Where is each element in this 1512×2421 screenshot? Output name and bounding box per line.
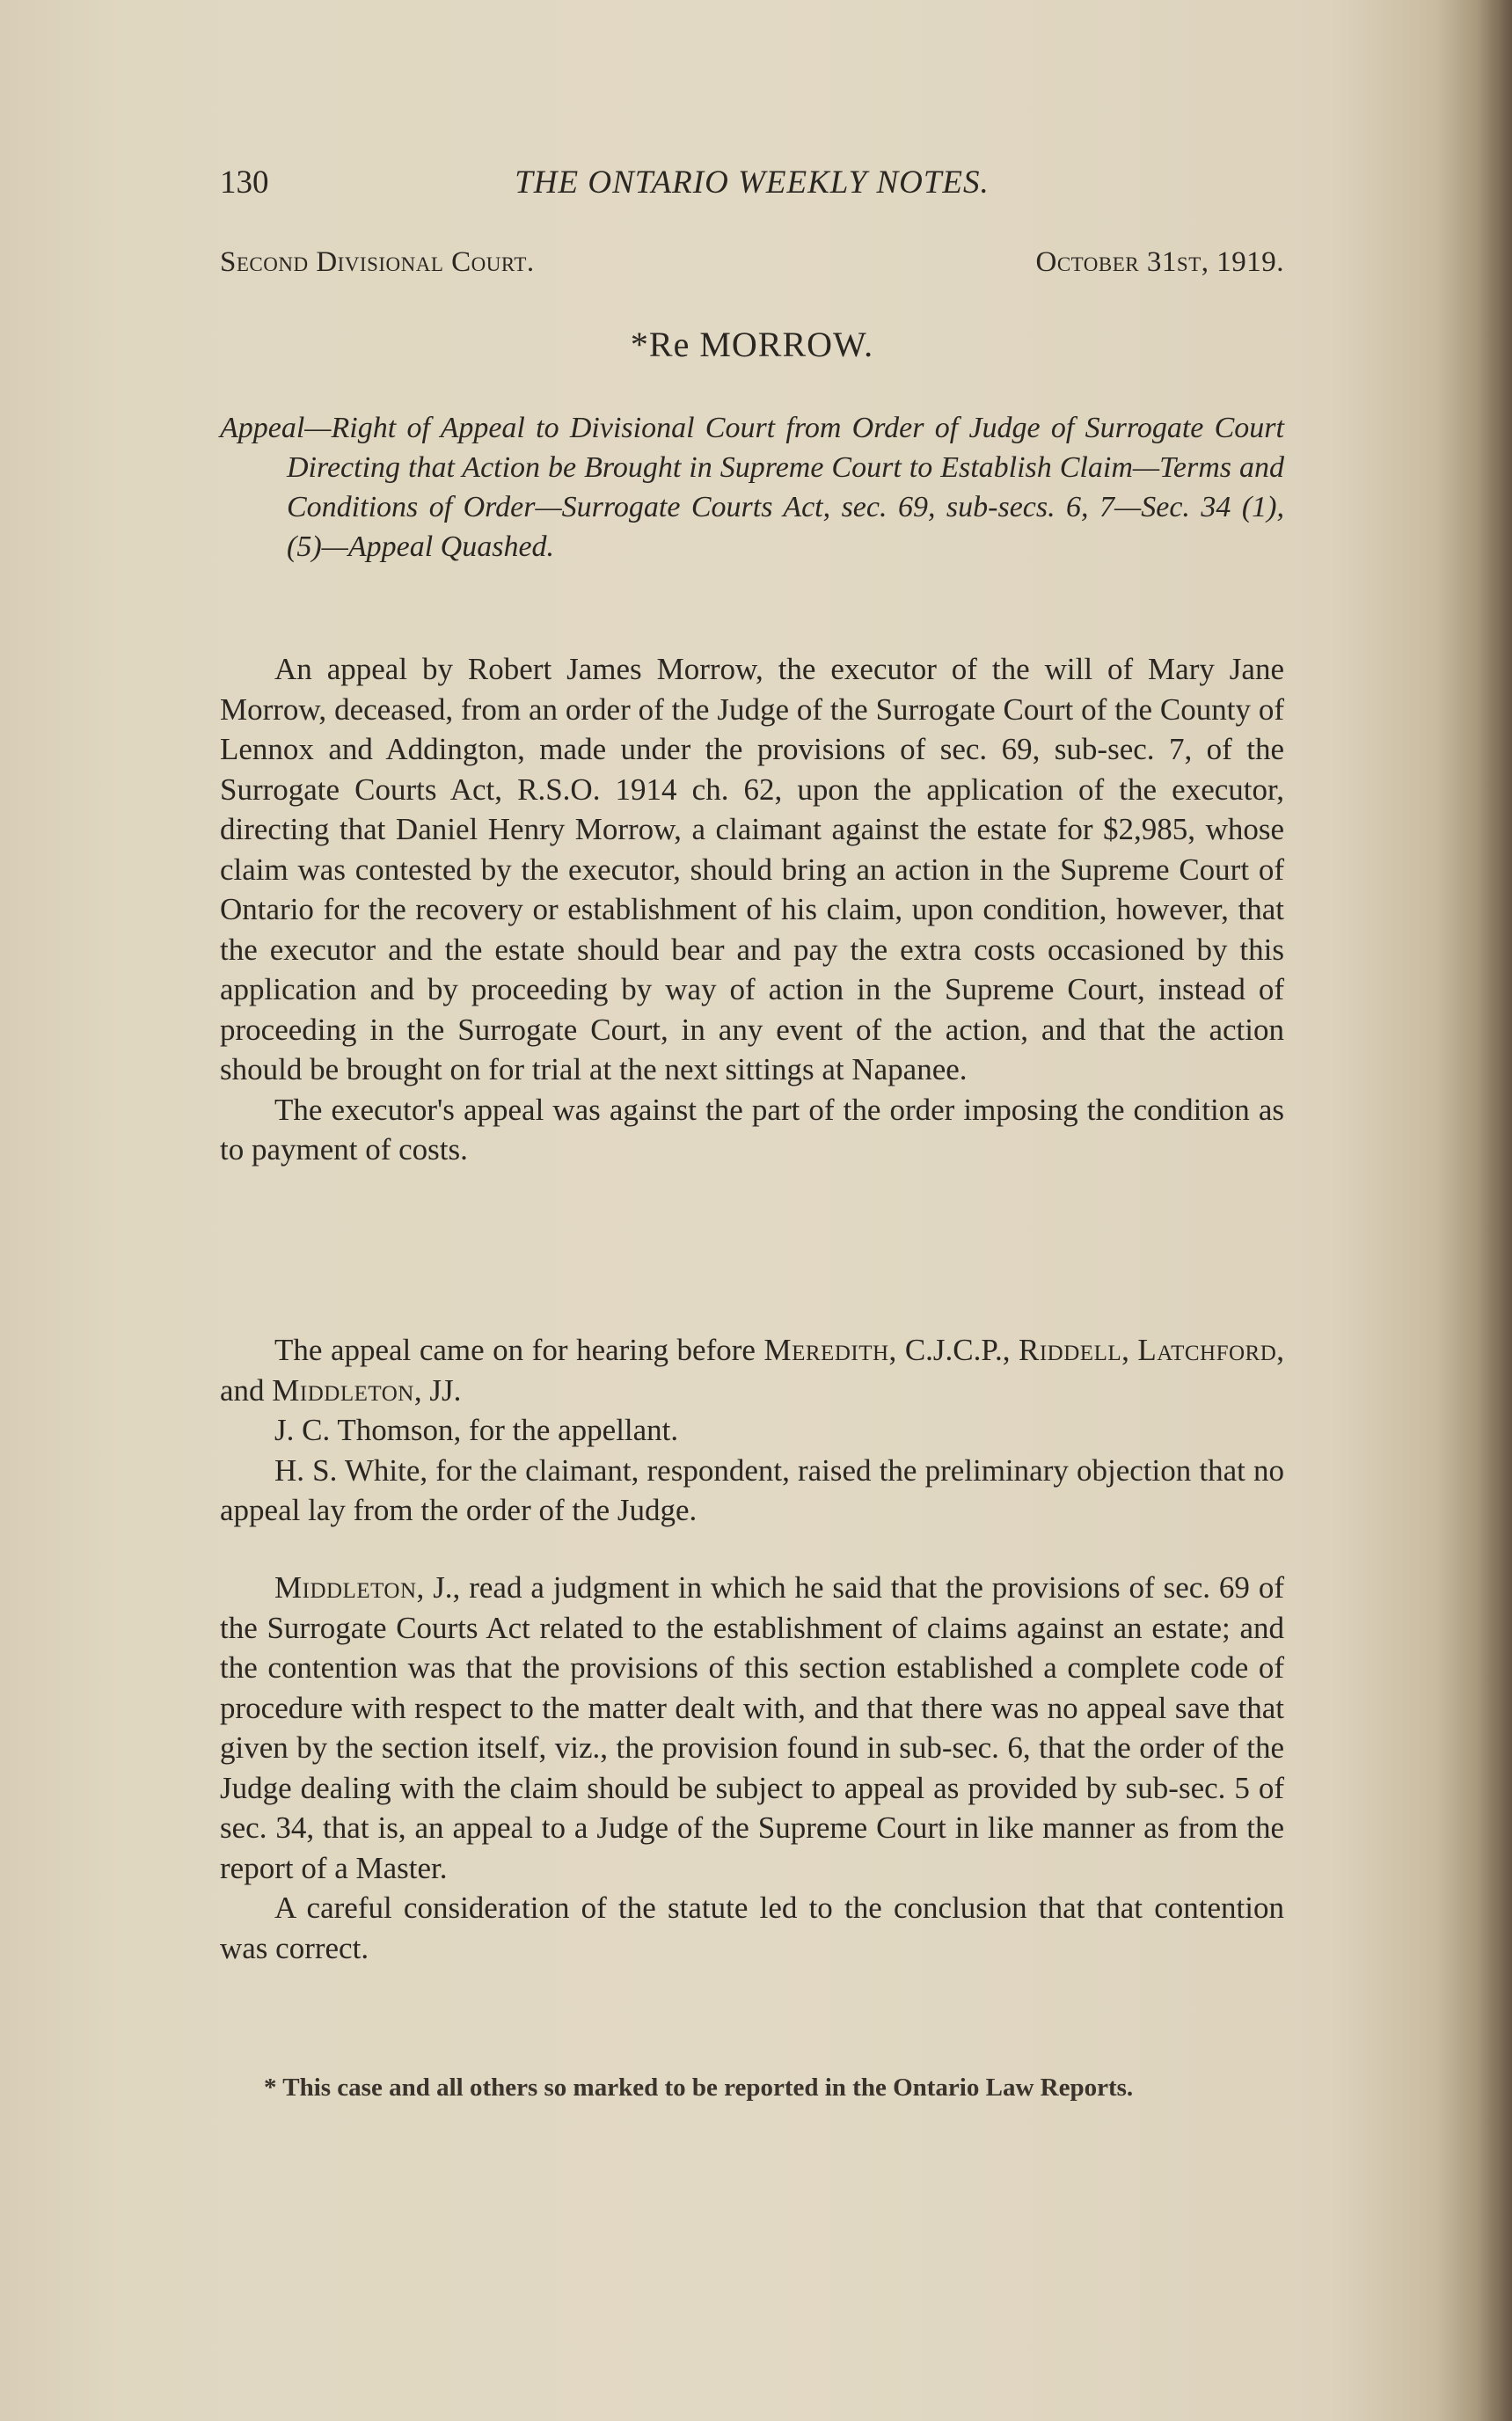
- paragraph-appeal-description: An appeal by Robert James Morrow, the executor of the will of Mary Jane Morrow, deceased, from an order of the Judge of the Surrogate Court of the County of Lennox and Addington, made under the provisions of sec. 69, sub-sec. 7, of the Surrogate Courts Act, R.S.O. 1914 ch. 62, upon the application of the executor, directing that Daniel Henry Morrow, a claimant against the estate for $2,985, whose claim was contested by the executor, should bring an action in the Supreme Court of Ontario for the recovery or establishment of his claim, upon condition, however, that the executor and the estate should bear and pay the extra costs occasioned by this application and by proceeding by way of action in the Supreme Court, instead of proceeding in the Surrogate Court, in any event of the action, and that the action should be brought on for trial at the next sittings at Napanee.: [220, 652, 1284, 1086]
- footnote: * This case and all others so marked to be reported in the Ontario Law Reports.: [264, 2074, 1134, 2102]
- judge-name: Middleton: [274, 1570, 417, 1605]
- body-block-3: [220, 1568, 1284, 1968]
- paragraph-judgment: Middleton, J., read a judgment in which he said that the provisions of sec. 69 of the Surrogate Courts Act related to the establishment of claims against an estate; and the contention was that the provisions of this section established a complete code of procedure with respect to the matter dealt with, and that there was no appeal save that given by the section itself, viz., the provision found in sub-sec. 6, that the order of the Judge dealing with the claim should be subject to appeal as provided by sub-sec. 5 of sec. 34, that is, an appeal to a Judge of the Supreme Court in like manner as from the report of a Master.: [220, 1570, 1284, 1885]
- judge-name: Riddell: [1019, 1333, 1122, 1367]
- decision-date: October 31st, 1919.: [1035, 246, 1284, 278]
- body-block-1: [220, 649, 1284, 1170]
- running-title: THE ONTARIO WEEKLY NOTES.: [515, 165, 990, 201]
- judge-name: Latchford: [1137, 1333, 1277, 1367]
- case-title: *Re MORROW.: [630, 325, 874, 364]
- headnote: Appeal—Right of Appeal to Divisional Court from Order of Judge of Surrogate Court Directing that Action be Brought in Supreme Court to Establish Claim—Terms and Conditions of Order—Surrogate Courts Act, sec. 69, sub-secs. 6, 7—Sec. 34 (1), (5)—Appeal Quashed.: [220, 412, 1284, 563]
- judge-name: Meredith: [763, 1333, 889, 1367]
- page-header: [220, 164, 1284, 213]
- paragraph-conclusion: A careful consideration of the statute led to the conclusion that that contention was correct.: [220, 1891, 1284, 1965]
- body-block-2: [220, 1330, 1284, 1531]
- court-name: Second Divisional Court.: [220, 246, 535, 278]
- page-number: 130: [220, 165, 269, 201]
- paragraph-appeal-scope: The executor's appeal was against the part of the order imposing the condition as to payment of costs.: [220, 1092, 1284, 1167]
- judge-name: Middleton: [272, 1372, 414, 1408]
- paragraph-appellant-counsel: J. C. Thomson, for the appellant.: [274, 1413, 679, 1447]
- paragraph-hearing: The appeal came on for hearing before Meredith, C.J.C.P., Riddell, Latchford, and Middleton, JJ.: [220, 1333, 1285, 1408]
- paragraph-respondent-counsel: H. S. White, for the claimant, respondent, raised the preliminary objection that no appeal lay from the order of the Judge.: [220, 1452, 1284, 1527]
